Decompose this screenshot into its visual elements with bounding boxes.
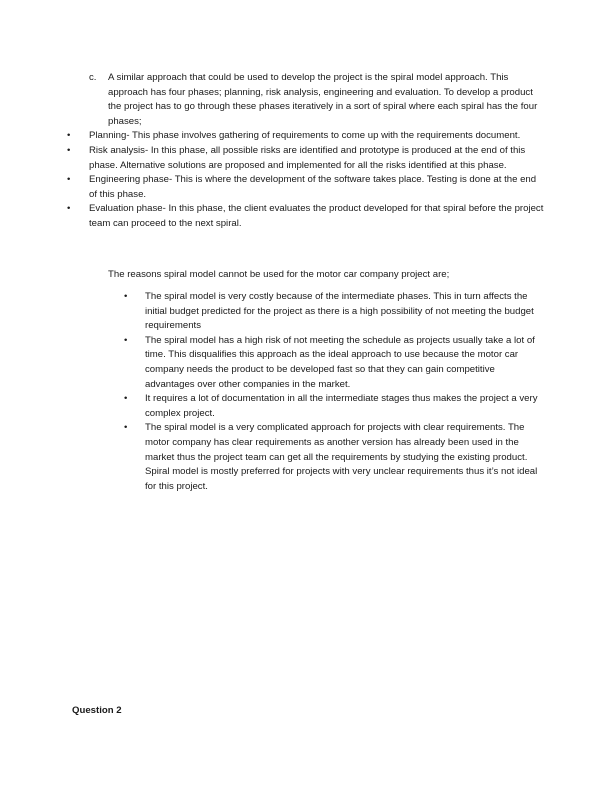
list-item-c xyxy=(67,71,544,232)
phase-text: Engineering phase- This is where the development of the software takes place. Testing is done at the end of this phase. xyxy=(89,174,537,200)
list-item xyxy=(67,202,544,231)
reason-text: The spiral model is a very complicated approach for projects with clear requirements. The motor company has clear requirements as another version has already been used in the market thus the project team can get all the requirements by studying the existing product. Spiral model is mostly preferred for projects with very unclear requirements thus it’s not ideal for this project. xyxy=(145,422,538,492)
list-item xyxy=(124,290,545,334)
reason-text: The spiral model has a high risk of not meeting the schedule as projects usually take a lot of time. This disqualifies this approach as the ideal approach to use because the motor car company needs the product to be developed fast so that they can gain competitive advantages over other companies in the market. xyxy=(145,334,535,390)
bullet-icon: • xyxy=(124,334,128,346)
list-item xyxy=(124,334,545,392)
list-item xyxy=(67,144,544,173)
question-heading: Question 2 xyxy=(72,705,122,716)
reasons-list xyxy=(124,290,545,494)
reason-text: The spiral model is very costly because of the intermediate phases. This in turn affects the initial budget predicted for the project as there is a high possibility of not meeting the budget requirements xyxy=(145,291,534,332)
phase-text: Risk analysis- In this phase, all possible risks are identified and prototype is produced at the end of this phase. Alternative solutions are proposed and implemented for all the risks identified at this phase. xyxy=(89,144,526,171)
bullet-icon: • xyxy=(124,422,128,434)
reason-text: It requires a lot of documentation in all the intermediate stages thus makes the project a very complex project. xyxy=(145,393,538,419)
list-item xyxy=(124,392,545,421)
reasons-intro: The reasons spiral model cannot be used for the motor car company project are; xyxy=(108,269,450,280)
bullet-icon: • xyxy=(67,130,71,142)
list-item xyxy=(124,421,545,494)
list-item xyxy=(67,173,544,202)
bullet-icon: • xyxy=(124,291,128,302)
spiral-phases-list xyxy=(67,129,544,231)
phase-text: Planning- This phase involves gathering of requirements to come up with the requirements document. xyxy=(89,130,521,142)
phase-text: Evaluation phase- In this phase, the client evaluates the product developed for that spiral before the project team can proceed to the next spiral. xyxy=(89,203,544,229)
list-item xyxy=(67,129,544,144)
bullet-icon: • xyxy=(67,174,71,186)
spiral-model-intro: A similar approach that could be used to develop the project is the spiral model approach. This approach has four phases; planning, risk analysis, engineering and evaluation. To develop a product the project has to go through these phases iteratively in a sort of spiral where each spiral has the four phases; xyxy=(108,72,538,127)
bullet-icon: • xyxy=(124,393,128,405)
bullet-icon: • xyxy=(67,203,71,215)
bullet-icon: • xyxy=(67,144,71,156)
list-marker-c: c. xyxy=(89,72,97,83)
